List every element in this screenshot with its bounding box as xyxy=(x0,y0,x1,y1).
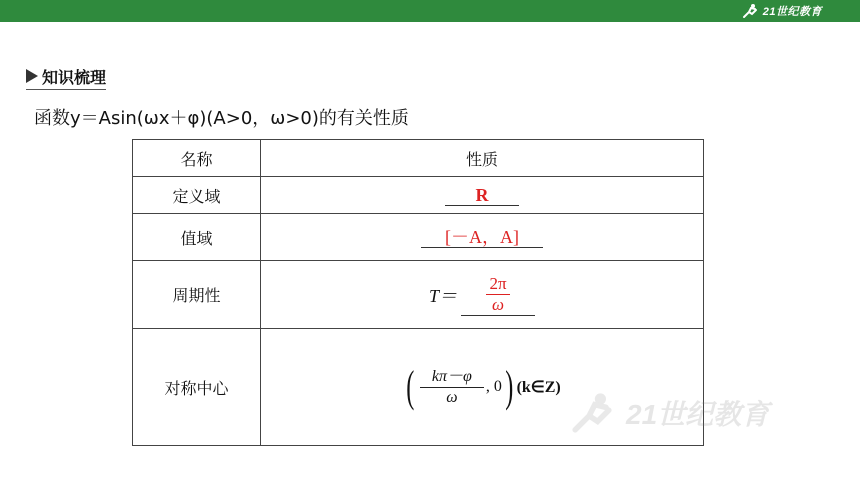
period-expression xyxy=(429,274,535,316)
center-middle: , 0 xyxy=(485,378,502,395)
symmetry-center-expression xyxy=(403,362,561,411)
watermark xyxy=(564,378,834,448)
period-answer xyxy=(461,274,535,316)
center-suffix: (k∈Z) xyxy=(516,379,561,396)
header-name-cell: 名称 xyxy=(133,140,261,177)
table-row xyxy=(133,177,704,214)
row-value-cell xyxy=(261,214,704,261)
row-value-cell xyxy=(261,177,704,214)
period-numerator: 2π xyxy=(489,273,507,293)
row-value-cell xyxy=(261,261,704,329)
runner-logo-icon xyxy=(740,3,760,19)
row-name-cell: 定义域 xyxy=(133,177,261,214)
row-name-cell: 周期性 xyxy=(133,261,261,329)
domain-answer: R xyxy=(445,185,519,206)
intro-text: 函数y＝Asin(ωx＋φ)(A>0，ω>0)的有关性质 xyxy=(34,108,409,129)
triangle-bullet-icon xyxy=(26,69,38,83)
logo-text: 21世纪教育 xyxy=(762,6,822,18)
right-paren: ) xyxy=(505,362,514,411)
table-row xyxy=(133,214,704,261)
range-answer: [－A，A] xyxy=(421,227,543,248)
table-header-row xyxy=(133,140,704,177)
center-numerator: kπ－φ xyxy=(431,367,472,385)
watermark-text: 21世纪教育 xyxy=(626,399,770,430)
row-name-cell: 值域 xyxy=(133,214,261,261)
heading-underline xyxy=(26,89,106,90)
row-name-cell: 对称中心 xyxy=(133,329,261,446)
table-row xyxy=(133,261,704,329)
brand-logo xyxy=(740,3,822,19)
watermark-runner-icon xyxy=(564,385,620,441)
center-denominator: ω xyxy=(446,388,458,406)
section-heading-text: 知识梳理 xyxy=(42,67,107,87)
header-property-cell: 性质 xyxy=(261,140,704,177)
center-fraction xyxy=(420,367,484,408)
period-prefix: T＝ xyxy=(428,285,457,306)
top-bar xyxy=(0,0,860,22)
period-denominator: ω xyxy=(491,294,504,314)
section-heading xyxy=(26,64,106,88)
left-paren: ( xyxy=(406,362,415,411)
